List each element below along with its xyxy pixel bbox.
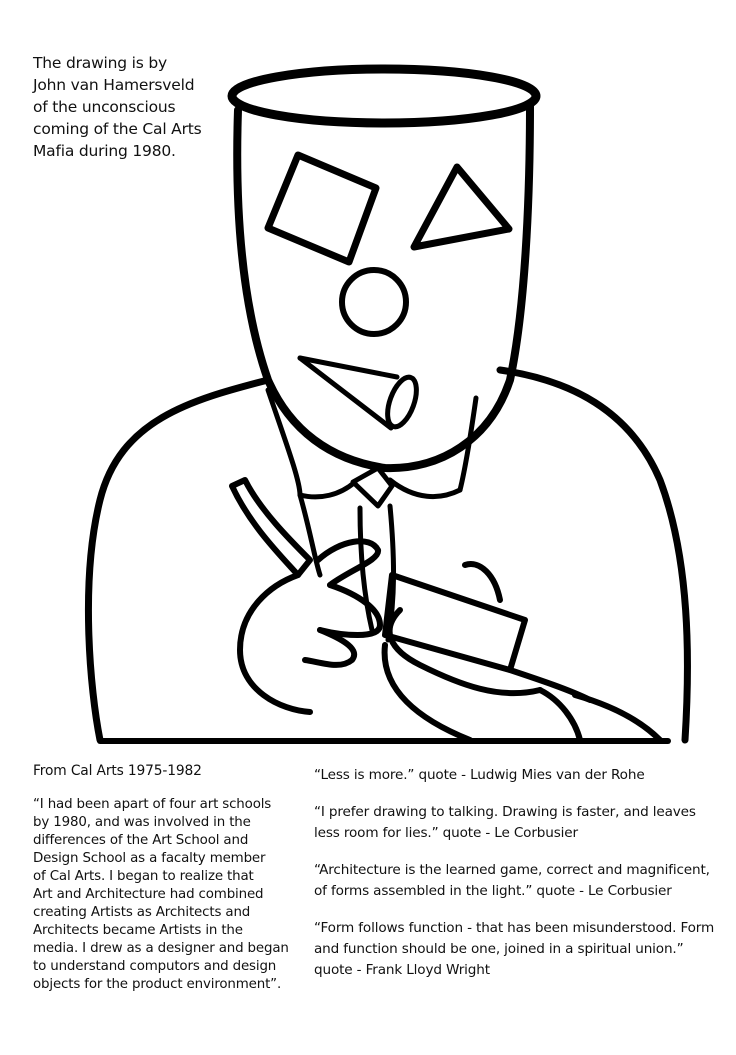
quote-corbusier-drawing [314,802,724,844]
quote-line: quote - Frank Lloyd Wright [314,962,490,978]
quote-line: “Form follows function - that has been misunderstood. Form [314,920,715,936]
essay-line: by 1980, and was involved in the [33,815,251,830]
quote-line: “Architecture is the learned game, correct and magnificent, [314,862,710,878]
essay-line: Architects became Artists in the [33,923,243,938]
quotes-column [314,765,724,997]
essay-column [33,762,303,994]
quote-corbusier-architecture [314,860,724,902]
quote-line: less room for lies.” quote - Le Corbusier [314,825,578,841]
quote-line: of forms assembled in the light.” quote - Le Corbusier [314,883,672,899]
quote-line: and function should be one, joined in a spiritual union.” [314,941,684,957]
square-eye-shape [268,155,376,262]
caption-line: Mafia during 1980. [33,142,176,160]
caption-line: coming of the Cal Arts [33,120,202,138]
right-hand [385,564,660,740]
caption-line: John van Hamersveld [33,76,195,94]
head-outline [237,105,530,468]
circle-nose-shape [342,270,406,334]
quote-wright [314,918,724,981]
essay-line: creating Artists as Architects and [33,905,251,920]
cone-mouth-shape [300,358,422,431]
quote-mies [314,765,724,786]
essay-line: “I had been apart of four art schools [33,797,272,812]
caption-line: The drawing is by [33,54,167,72]
quote-line: “I prefer drawing to talking. Drawing is faster, and leaves [314,804,696,820]
essay-line: Design School as a facalty member [33,851,266,866]
quote-line: “Less is more.” quote - Ludwig Mies van der Rohe [314,767,645,783]
triangle-eye-shape [414,167,509,247]
essay-line: to understand computors and design [33,959,277,974]
essay-line: differences of the Art School and [33,833,249,848]
essay-line: of Cal Arts. I began to realize that [33,869,254,884]
essay-line: media. I drew as a designer and began [33,941,289,956]
head-top-rim [232,69,536,123]
essay-line: Art and Architecture had combined [33,887,264,902]
essay-heading: From Cal Arts 1975-1982 [33,763,202,779]
caption-line: of the unconscious [33,98,176,116]
essay-line: objects for the product environment”. [33,977,282,992]
